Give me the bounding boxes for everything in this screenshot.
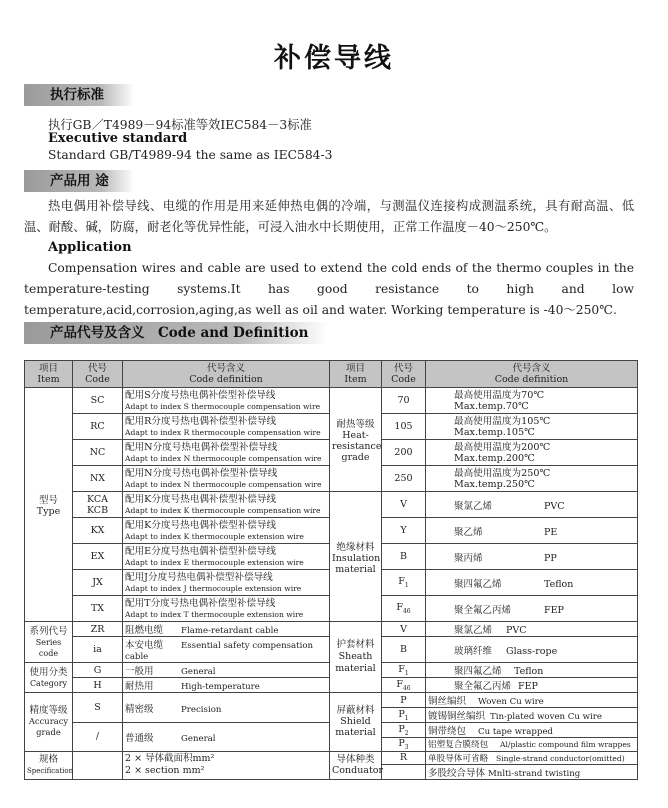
- insulation-code: B: [382, 544, 426, 570]
- sheath-code: V: [382, 622, 426, 637]
- table-header-row: [25, 361, 638, 388]
- category-label: 使用分类 Category: [25, 663, 73, 693]
- type-label: 型号 Type: [25, 388, 73, 622]
- insulation-code: $F_{46}$: [382, 596, 426, 622]
- table-row: [25, 622, 638, 637]
- table-row: [25, 751, 638, 764]
- category-definition: 一般用 General: [123, 663, 330, 678]
- accuracy-label: 精度等级 Accuracy grade: [25, 693, 73, 752]
- type-code: EX: [73, 544, 123, 570]
- type-definition: 配用K分度号热电偶补偿型补偿导线 Adapt to index K thermocouple compensation wire: [123, 492, 330, 518]
- category-definition: 耐热用 High-temperature: [123, 678, 330, 693]
- type-code: NX: [73, 466, 123, 492]
- standard-en: Standard GB/T4989-94 the same as IEC584-3: [48, 148, 333, 162]
- usage-cn: 热电偶用补偿导线、电缆的作用是用来延伸热电偶的冷端，与测温仪连接构成测温系统，具有耐高温、低温、耐酸、碱，防腐，耐老化等优异性能，可浸入油水中长期使用，正常工作温度－40～250℃。: [24, 199, 634, 234]
- header-definition-2: 代号含义 Code definition: [426, 361, 638, 388]
- spec-label: 规格 Specification: [25, 751, 73, 779]
- shield-definition: 铜带绕包 Cu tape wrapped: [426, 723, 638, 738]
- type-code: SC: [73, 388, 123, 414]
- table-row: [25, 492, 638, 518]
- heat-definition: 最高使用温度为200℃ Max.temp.200℃: [426, 440, 638, 466]
- shield-code: $P_3$: [382, 738, 426, 752]
- accuracy-code: S: [73, 693, 123, 723]
- conductor-label: 导体种类 Conduator: [330, 751, 382, 779]
- header-definition: 代号含义 Code definition: [123, 361, 330, 388]
- conductor-code: R: [382, 751, 426, 764]
- type-definition: 配用N分度号热电偶补偿型补偿导线 Adapt to index N thermocouple compensation wire: [123, 466, 330, 492]
- shield-code: $P_1$: [382, 708, 426, 723]
- category-code: G: [73, 663, 123, 678]
- heat-code: 200: [382, 440, 426, 466]
- series-code: ia: [73, 637, 123, 663]
- series-label: 系列代号 Series code: [25, 622, 73, 663]
- conductor-definition: 单股导体可省略 Single-strand conductor(omitted): [426, 751, 638, 764]
- heat-definition: 最高使用温度为70℃ Max.temp.70℃: [426, 388, 638, 414]
- insulation-definition: 聚丙烯 PP: [426, 544, 638, 570]
- shield-definition: 镀锡铜丝编织 Tin-plated woven Cu wire: [426, 708, 638, 723]
- series-definition: 阻燃电缆 Flame-retardant cable: [123, 622, 330, 637]
- shield-definition: 铝塑复合膜绕包 Al/plastic compound film wrappes: [426, 738, 638, 752]
- type-definition: 配用J分度号热电偶补偿型补偿导线 Adapt to index J thermocouple extension wire: [123, 570, 330, 596]
- code-definition-table: [24, 360, 638, 780]
- shield-label: 屏蔽材料 Shield material: [330, 693, 382, 752]
- spec-definition: 2 × 导体截面积mm² 2 × section mm²: [123, 751, 330, 779]
- standard-en-title: Executive standard: [48, 131, 188, 146]
- type-definition: 配用E分度号热电偶补偿型补偿导线 Adapt to index E thermocouple extension wire: [123, 544, 330, 570]
- header-code-2: 代号 Code: [382, 361, 426, 388]
- accuracy-definition: 普通级 General: [123, 723, 330, 752]
- sheath-definition: 聚氯乙烯 PVC: [426, 622, 638, 637]
- category-code: H: [73, 678, 123, 693]
- type-code: KX: [73, 518, 123, 544]
- heat-label: 耐热等级 Heat- resistance grade: [330, 388, 382, 492]
- type-code: JX: [73, 570, 123, 596]
- insulation-definition: 聚乙烯 PE: [426, 518, 638, 544]
- section-header-code: 产品代号及含义 Code and Definition: [24, 322, 328, 344]
- section-header-usage: 产品用 途: [24, 170, 134, 192]
- header-code: 代号 Code: [73, 361, 123, 388]
- type-code: TX: [73, 596, 123, 622]
- sheath-definition: 聚四氟乙烯 Teflon: [426, 663, 638, 678]
- header-item-2: 项目 Item: [330, 361, 382, 388]
- insulation-definition: 聚四氟乙烯 Teflon: [426, 570, 638, 596]
- table-row: [25, 693, 638, 708]
- heat-definition: 最高使用温度为105℃ Max.temp.105℃: [426, 414, 638, 440]
- type-code: NC: [73, 440, 123, 466]
- sheath-definition: 玻璃纤维 Glass-rope: [426, 637, 638, 663]
- heat-code: 105: [382, 414, 426, 440]
- insulation-code: V: [382, 492, 426, 518]
- type-definition: 配用S分度号热电偶补偿型补偿导线 Adapt to index S thermocouple compensation wire: [123, 388, 330, 414]
- shield-code: $P_2$: [382, 723, 426, 738]
- standard-cn: 执行GB／T4989－94标准等效IEC584－3标准: [48, 118, 312, 132]
- shield-code: P: [382, 693, 426, 708]
- sheath-definition: 聚全氟乙丙烯 FEP: [426, 678, 638, 693]
- conductor-code: [382, 764, 426, 779]
- type-definition: 配用N分度号热电偶补偿型补偿导线 Adapt to index N thermocouple compensation wire: [123, 440, 330, 466]
- section-header-standard: 执行标准: [24, 84, 134, 106]
- sheath-code: $F_{46}$: [382, 678, 426, 693]
- header-item: 项目 Item: [25, 361, 73, 388]
- shield-definition: 铜丝编织 Woven Cu wire: [426, 693, 638, 708]
- accuracy-definition: 精密级 Precision: [123, 693, 330, 723]
- type-definition: 配用R分度号热电偶补偿型补偿导线 Adapt to index R thermocouple compensation wire: [123, 414, 330, 440]
- insulation-definition: 聚全氟乙丙烯 FEP: [426, 596, 638, 622]
- series-code: ZR: [73, 622, 123, 637]
- series-definition: 本安电缆 Essential safety compensation cable: [123, 637, 330, 663]
- page-title: 补偿导线: [274, 43, 394, 74]
- insulation-code: Y: [382, 518, 426, 544]
- usage-en-title: Application: [48, 240, 132, 255]
- type-definition: 配用K分度号热电偶补偿型补偿导线 Adapt to index K thermocouple extension wire: [123, 518, 330, 544]
- insulation-label: 绝缘材料 Insulation material: [330, 492, 382, 622]
- table-row: [25, 388, 638, 414]
- type-code: KCA KCB: [73, 492, 123, 518]
- accuracy-code: /: [73, 723, 123, 752]
- heat-code: 70: [382, 388, 426, 414]
- sheath-code: B: [382, 637, 426, 663]
- sheath-code: $F_1$: [382, 663, 426, 678]
- insulation-code: $F_1$: [382, 570, 426, 596]
- type-definition: 配用T分度号热电偶补偿型补偿导线 Adapt to index T thermocouple extension wire: [123, 596, 330, 622]
- insulation-definition: 聚氯乙烯 PVC: [426, 492, 638, 518]
- heat-code: 250: [382, 466, 426, 492]
- conductor-definition: 多股绞合导体 Mnlti-strand twisting: [426, 764, 638, 779]
- usage-en: Compensation wires and cable are used to extend the cold ends of the thermo couples in the temperature-testing systems.It has good resistance to high and low temperature,acid,corrosion,aging,as well as oil and water. Working temperature is -40～250℃.: [24, 261, 634, 317]
- sheath-label: 护套材料 Sheath material: [330, 622, 382, 693]
- type-code: RC: [73, 414, 123, 440]
- heat-definition: 最高使用温度为250℃ Max.temp.250℃: [426, 466, 638, 492]
